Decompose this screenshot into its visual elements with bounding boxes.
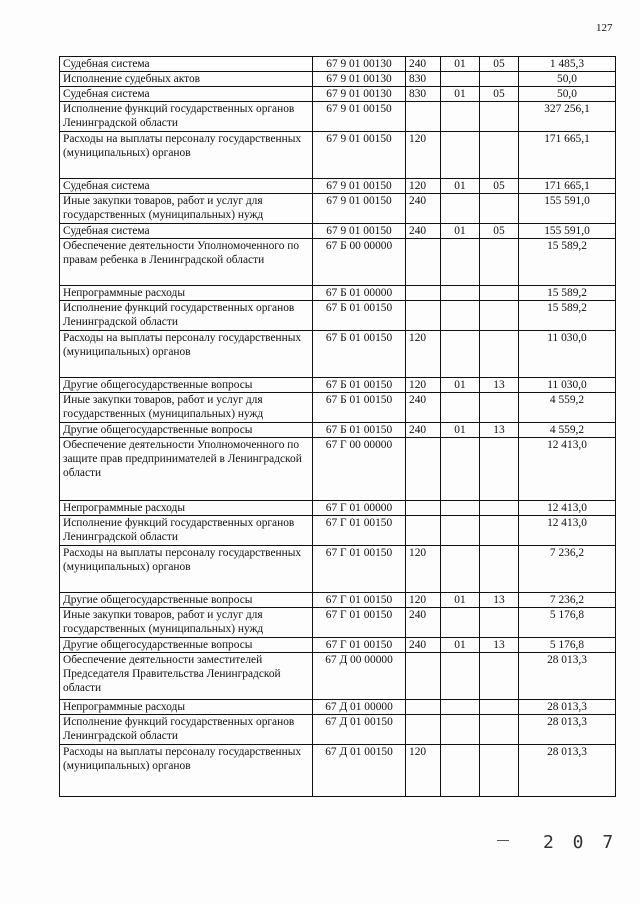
page-stamp: 2 0 7 (543, 832, 618, 853)
row-expense-type-cell (406, 286, 441, 301)
row-name-cell: Другие общегосударственные вопросы (60, 423, 313, 438)
row-name-cell: Расходы на выплаты персоналу государственных (муниципальных) органов (60, 745, 313, 797)
row-name-cell: Исполнение функций государственных органов Ленинградской области (60, 715, 313, 745)
row-section-cell: 01 (441, 87, 480, 102)
row-section-cell (441, 438, 480, 501)
row-sum-cell: 12 413,0 (519, 516, 616, 546)
row-code-cell: 67 Б 01 00150 (313, 393, 406, 423)
row-name-cell: Непрограммные расходы (60, 700, 313, 715)
row-sum-cell: 7 236,2 (519, 546, 616, 593)
row-subsection-cell (480, 301, 519, 331)
table-row (60, 331, 616, 378)
row-sum-cell: 12 413,0 (519, 501, 616, 516)
row-section-cell (441, 700, 480, 715)
table-row (60, 393, 616, 423)
row-code-cell: 67 9 01 00150 (313, 194, 406, 224)
row-name-cell: Непрограммные расходы (60, 286, 313, 301)
row-sum-cell: 155 591,0 (519, 224, 616, 239)
row-name-cell: Иные закупки товаров, работ и услуг для государственных (муниципальных) нужд (60, 393, 313, 423)
row-section-cell (441, 132, 480, 179)
row-code-cell: 67 Г 01 00150 (313, 546, 406, 593)
row-name-cell: Непрограммные расходы (60, 501, 313, 516)
row-code-cell: 67 Д 01 00150 (313, 745, 406, 797)
row-section-cell (441, 194, 480, 224)
row-expense-type-cell: 240 (406, 194, 441, 224)
row-expense-type-cell (406, 501, 441, 516)
row-subsection-cell: 13 (480, 593, 519, 608)
table-row (60, 700, 616, 715)
row-expense-type-cell: 120 (406, 378, 441, 393)
row-sum-cell: 171 665,1 (519, 132, 616, 179)
table-row (60, 546, 616, 593)
row-section-cell (441, 331, 480, 378)
row-expense-type-cell (406, 516, 441, 546)
table-row (60, 593, 616, 608)
table-row (60, 194, 616, 224)
row-code-cell: 67 Б 01 00150 (313, 378, 406, 393)
row-sum-cell: 50,0 (519, 87, 616, 102)
row-section-cell (441, 653, 480, 700)
row-expense-type-cell: 240 (406, 57, 441, 72)
row-sum-cell: 28 013,3 (519, 653, 616, 700)
budget-table-body (60, 57, 616, 797)
row-subsection-cell: 05 (480, 179, 519, 194)
row-sum-cell: 15 589,2 (519, 239, 616, 286)
row-subsection-cell (480, 745, 519, 797)
row-name-cell: Расходы на выплаты персоналу государственных (муниципальных) органов (60, 132, 313, 179)
row-name-cell: Обеспечение деятельности Уполномоченного по защите прав предпринимателей в Ленинградской области (60, 438, 313, 501)
row-name-cell: Судебная система (60, 87, 313, 102)
row-section-cell: 01 (441, 224, 480, 239)
table-row (60, 715, 616, 745)
row-name-cell: Расходы на выплаты персоналу государственных (муниципальных) органов (60, 331, 313, 378)
row-sum-cell: 28 013,3 (519, 700, 616, 715)
page-number: 127 (596, 22, 613, 34)
row-expense-type-cell (406, 715, 441, 745)
row-expense-type-cell: 120 (406, 745, 441, 797)
row-sum-cell: 327 256,1 (519, 102, 616, 132)
table-row (60, 72, 616, 87)
table-row (60, 423, 616, 438)
row-code-cell: 67 Д 01 00150 (313, 715, 406, 745)
row-code-cell: 67 Г 00 00000 (313, 438, 406, 501)
row-section-cell (441, 745, 480, 797)
row-subsection-cell: 05 (480, 224, 519, 239)
row-section-cell (441, 72, 480, 87)
row-subsection-cell (480, 286, 519, 301)
table-row (60, 638, 616, 653)
row-sum-cell: 4 559,2 (519, 423, 616, 438)
row-code-cell: 67 9 01 00150 (313, 132, 406, 179)
row-subsection-cell (480, 393, 519, 423)
row-name-cell: Другие общегосударственные вопросы (60, 593, 313, 608)
table-row (60, 653, 616, 700)
row-sum-cell: 11 030,0 (519, 331, 616, 378)
table-row (60, 224, 616, 239)
row-subsection-cell (480, 715, 519, 745)
row-expense-type-cell: 240 (406, 393, 441, 423)
row-expense-type-cell: 240 (406, 423, 441, 438)
row-expense-type-cell: 120 (406, 593, 441, 608)
row-code-cell: 67 9 01 00130 (313, 57, 406, 72)
row-code-cell: 67 Б 01 00150 (313, 423, 406, 438)
row-code-cell: 67 Г 01 00150 (313, 593, 406, 608)
row-sum-cell: 28 013,3 (519, 715, 616, 745)
row-sum-cell: 28 013,3 (519, 745, 616, 797)
row-expense-type-cell (406, 239, 441, 286)
row-section-cell: 01 (441, 423, 480, 438)
row-code-cell: 67 Д 01 00000 (313, 700, 406, 715)
row-section-cell: 01 (441, 179, 480, 194)
pencil-dash (497, 840, 509, 841)
table-row (60, 286, 616, 301)
row-section-cell (441, 102, 480, 132)
row-subsection-cell (480, 516, 519, 546)
row-subsection-cell: 05 (480, 57, 519, 72)
budget-table (59, 56, 616, 797)
row-code-cell: 67 9 01 00130 (313, 72, 406, 87)
row-name-cell: Расходы на выплаты персоналу государственных (муниципальных) органов (60, 546, 313, 593)
row-subsection-cell (480, 501, 519, 516)
table-row (60, 745, 616, 797)
row-code-cell: 67 9 01 00150 (313, 102, 406, 132)
row-sum-cell: 50,0 (519, 72, 616, 87)
row-subsection-cell: 13 (480, 423, 519, 438)
row-code-cell: 67 9 01 00150 (313, 224, 406, 239)
row-code-cell: 67 9 01 00130 (313, 87, 406, 102)
row-subsection-cell (480, 331, 519, 378)
row-expense-type-cell: 240 (406, 638, 441, 653)
row-name-cell: Другие общегосударственные вопросы (60, 378, 313, 393)
row-expense-type-cell: 120 (406, 179, 441, 194)
row-expense-type-cell (406, 102, 441, 132)
row-sum-cell: 5 176,8 (519, 608, 616, 638)
row-section-cell (441, 286, 480, 301)
table-row (60, 516, 616, 546)
row-expense-type-cell (406, 301, 441, 331)
row-sum-cell: 4 559,2 (519, 393, 616, 423)
table-row (60, 438, 616, 501)
table-row (60, 501, 616, 516)
row-section-cell (441, 715, 480, 745)
row-name-cell: Судебная система (60, 224, 313, 239)
row-subsection-cell (480, 102, 519, 132)
row-subsection-cell (480, 194, 519, 224)
table-row (60, 608, 616, 638)
row-code-cell: 67 Б 00 00000 (313, 239, 406, 286)
row-subsection-cell: 05 (480, 87, 519, 102)
row-expense-type-cell: 240 (406, 608, 441, 638)
row-name-cell: Исполнение судебных актов (60, 72, 313, 87)
row-subsection-cell (480, 546, 519, 593)
row-code-cell: 67 Г 01 00150 (313, 608, 406, 638)
table-row (60, 57, 616, 72)
row-expense-type-cell: 120 (406, 331, 441, 378)
row-subsection-cell (480, 438, 519, 501)
row-sum-cell: 15 589,2 (519, 286, 616, 301)
row-subsection-cell (480, 700, 519, 715)
row-section-cell: 01 (441, 593, 480, 608)
row-name-cell: Исполнение функций государственных органов Ленинградской области (60, 516, 313, 546)
row-section-cell (441, 546, 480, 593)
row-sum-cell: 1 485,3 (519, 57, 616, 72)
row-subsection-cell: 13 (480, 378, 519, 393)
row-sum-cell: 171 665,1 (519, 179, 616, 194)
row-expense-type-cell (406, 700, 441, 715)
table-row (60, 132, 616, 179)
row-name-cell: Исполнение функций государственных органов Ленинградской области (60, 301, 313, 331)
row-section-cell (441, 239, 480, 286)
row-code-cell: 67 9 01 00150 (313, 179, 406, 194)
row-expense-type-cell: 240 (406, 224, 441, 239)
row-section-cell: 01 (441, 57, 480, 72)
row-subsection-cell (480, 72, 519, 87)
row-subsection-cell (480, 653, 519, 700)
row-section-cell: 01 (441, 638, 480, 653)
row-expense-type-cell: 120 (406, 546, 441, 593)
row-name-cell: Судебная система (60, 179, 313, 194)
row-section-cell (441, 301, 480, 331)
row-section-cell: 01 (441, 378, 480, 393)
row-section-cell (441, 516, 480, 546)
row-expense-type-cell (406, 653, 441, 700)
row-code-cell: 67 Б 01 00150 (313, 331, 406, 378)
row-name-cell: Судебная система (60, 57, 313, 72)
row-name-cell: Иные закупки товаров, работ и услуг для государственных (муниципальных) нужд (60, 194, 313, 224)
row-sum-cell: 15 589,2 (519, 301, 616, 331)
table-row (60, 378, 616, 393)
row-sum-cell: 155 591,0 (519, 194, 616, 224)
row-expense-type-cell: 830 (406, 72, 441, 87)
row-code-cell: 67 Д 00 00000 (313, 653, 406, 700)
row-subsection-cell (480, 132, 519, 179)
row-code-cell: 67 Б 01 00150 (313, 301, 406, 331)
row-sum-cell: 11 030,0 (519, 378, 616, 393)
row-name-cell: Иные закупки товаров, работ и услуг для государственных (муниципальных) нужд (60, 608, 313, 638)
row-sum-cell: 12 413,0 (519, 438, 616, 501)
row-name-cell: Исполнение функций государственных органов Ленинградской области (60, 102, 313, 132)
row-code-cell: 67 Г 01 00150 (313, 516, 406, 546)
row-subsection-cell (480, 608, 519, 638)
row-sum-cell: 5 176,8 (519, 638, 616, 653)
row-name-cell: Обеспечение деятельности заместителей Председателя Правительства Ленинградской области (60, 653, 313, 700)
table-row (60, 87, 616, 102)
row-name-cell: Другие общегосударственные вопросы (60, 638, 313, 653)
row-expense-type-cell: 120 (406, 132, 441, 179)
table-row (60, 239, 616, 286)
row-sum-cell: 7 236,2 (519, 593, 616, 608)
row-section-cell (441, 393, 480, 423)
row-code-cell: 67 Б 01 00000 (313, 286, 406, 301)
row-expense-type-cell (406, 438, 441, 501)
row-code-cell: 67 Г 01 00000 (313, 501, 406, 516)
row-code-cell: 67 Г 01 00150 (313, 638, 406, 653)
row-expense-type-cell: 830 (406, 87, 441, 102)
table-row (60, 102, 616, 132)
row-section-cell (441, 608, 480, 638)
row-name-cell: Обеспечение деятельности Уполномоченного по правам ребенка в Ленинградской области (60, 239, 313, 286)
row-subsection-cell: 13 (480, 638, 519, 653)
row-section-cell (441, 501, 480, 516)
table-row (60, 301, 616, 331)
table-row (60, 179, 616, 194)
row-subsection-cell (480, 239, 519, 286)
